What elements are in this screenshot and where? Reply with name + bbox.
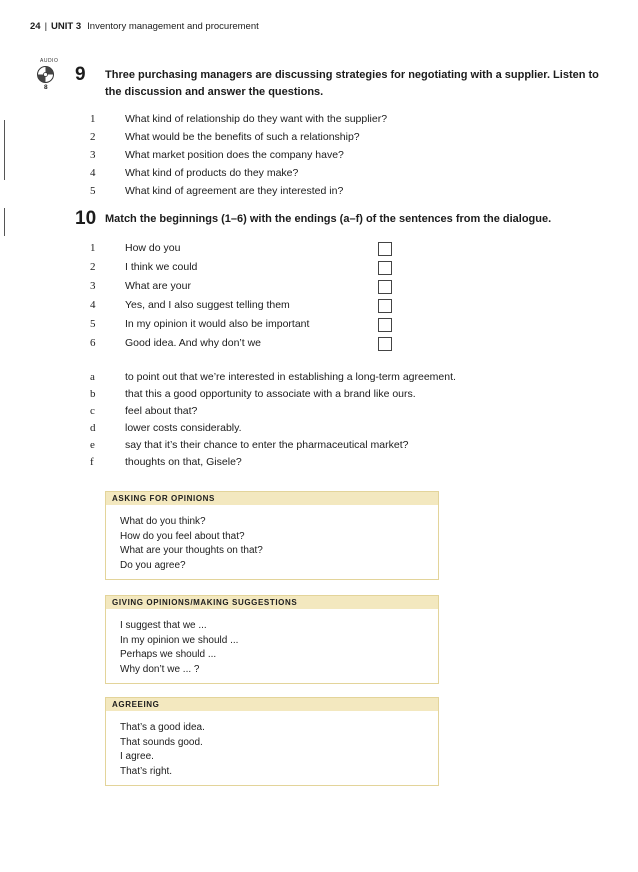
exercise-9-number: 9 <box>75 64 86 85</box>
beginning-text: Yes, and I also suggest telling them <box>125 299 290 311</box>
beginning-text: Good idea. And why don’t we <box>125 337 262 349</box>
phrase: That’s a good idea. <box>120 722 205 733</box>
page-edge-rule <box>4 120 5 180</box>
running-header <box>30 21 259 32</box>
item-number: 3 <box>90 280 96 292</box>
item-number: 4 <box>90 299 96 311</box>
phrase: That’s right. <box>120 765 173 777</box>
item-number: 2 <box>90 261 96 273</box>
audio-track-number: 8 <box>44 84 48 91</box>
item-letter: f <box>90 456 94 468</box>
item-number: 1 <box>90 113 96 125</box>
ending-text: to point out that we’re interested in establishing a long-term agreement. <box>125 371 456 383</box>
question-text: What market position does the company have? <box>125 149 344 161</box>
ending-text: thoughts on that, Gisele? <box>125 456 242 468</box>
list-item <box>90 110 387 128</box>
answer-box-2[interactable] <box>378 261 392 275</box>
item-letter: b <box>90 388 96 400</box>
list-item <box>90 128 387 146</box>
language-box-agreeing <box>105 697 439 786</box>
item-letter: c <box>90 405 95 417</box>
phrase: I agree. <box>120 751 154 762</box>
audio-cd-icon <box>37 66 54 83</box>
ending-text: that this a good opportunity to associate with a brand like ours. <box>125 388 416 400</box>
list-item <box>90 182 387 200</box>
phrase: Do you agree? <box>120 559 186 571</box>
exercise-10-beginnings <box>90 239 309 353</box>
list-item <box>90 258 309 277</box>
answer-box-1[interactable] <box>378 242 392 256</box>
item-number: 1 <box>90 242 96 254</box>
question-text: What kind of relationship do they want with the supplier? <box>125 113 388 125</box>
item-number: 5 <box>90 318 96 330</box>
phrase: Perhaps we should ... <box>120 649 217 660</box>
ending-text: say that it’s their chance to enter the pharmaceutical market? <box>125 439 409 451</box>
exercise-10-instruction: Match the beginnings (1–6) with the endings (a–f) of the sentences from the dialogue. <box>105 213 552 225</box>
language-box-body <box>106 505 438 573</box>
item-number: 5 <box>90 185 96 197</box>
unit-title: Inventory management and procurement <box>87 21 259 32</box>
ending-text: feel about that? <box>125 405 198 417</box>
list-item <box>90 403 456 420</box>
phrase: What are your thoughts on that? <box>120 545 263 556</box>
language-box-title: AGREEING <box>106 698 438 711</box>
language-box-asking-opinions <box>105 491 439 580</box>
beginning-text: How do you <box>125 242 181 254</box>
list-item <box>90 164 387 182</box>
phrase: In my opinion we should ... <box>120 634 239 646</box>
list-item <box>90 454 456 471</box>
list-item <box>90 277 309 296</box>
question-text: What kind of products do they make? <box>125 167 299 179</box>
page-number: 24 <box>30 21 41 32</box>
list-item <box>90 369 456 386</box>
list-item <box>90 296 309 315</box>
list-item <box>90 334 309 353</box>
phrase: How do you feel about that? <box>120 530 245 542</box>
language-box-body <box>106 711 438 779</box>
answer-box-5[interactable] <box>378 318 392 332</box>
beginning-text: I think we could <box>125 261 198 273</box>
question-text: What kind of agreement are they interested in? <box>125 185 344 197</box>
answer-box-6[interactable] <box>378 337 392 351</box>
language-box-title: GIVING OPINIONS/MAKING SUGGESTIONS <box>106 596 438 609</box>
language-box-title: ASKING FOR OPINIONS <box>106 492 438 505</box>
beginning-text: In my opinion it would also be important <box>125 318 310 330</box>
ending-text: lower costs considerably. <box>125 422 242 434</box>
list-item <box>90 386 456 403</box>
exercise-9-instruction: Three purchasing managers are discussing strategies for negotiating with a supplier. Listen to the discussion and answer the questions. <box>105 69 599 98</box>
exercise-10-number: 10 <box>75 208 97 229</box>
audio-label: AUDIO <box>40 58 59 64</box>
beginning-text: What are your <box>125 280 191 292</box>
item-letter: a <box>90 371 95 383</box>
item-number: 2 <box>90 131 96 143</box>
item-letter: e <box>90 439 95 451</box>
language-box-giving-opinions <box>105 595 439 684</box>
list-item <box>90 146 387 164</box>
answer-box-3[interactable] <box>378 280 392 294</box>
exercise-9-questions <box>90 110 387 200</box>
exercise-10-endings <box>90 369 456 471</box>
list-item <box>90 315 309 334</box>
answer-box-4[interactable] <box>378 299 392 313</box>
item-letter: d <box>90 422 96 434</box>
phrase: That sounds good. <box>120 736 203 748</box>
list-item <box>90 437 456 454</box>
header-separator: | <box>44 21 48 32</box>
item-number: 3 <box>90 149 96 161</box>
list-item <box>90 420 456 437</box>
phrase: Why don’t we ... ? <box>120 663 200 675</box>
item-number: 4 <box>90 167 96 179</box>
item-number: 6 <box>90 337 96 349</box>
page-edge-rule <box>4 208 5 236</box>
language-box-body <box>106 609 438 677</box>
phrase: I suggest that we ... <box>120 620 207 631</box>
list-item <box>90 239 309 258</box>
unit-label: UNIT 3 <box>51 21 82 32</box>
question-text: What would be the benefits of such a relationship? <box>125 131 360 143</box>
phrase: What do you think? <box>120 516 206 527</box>
